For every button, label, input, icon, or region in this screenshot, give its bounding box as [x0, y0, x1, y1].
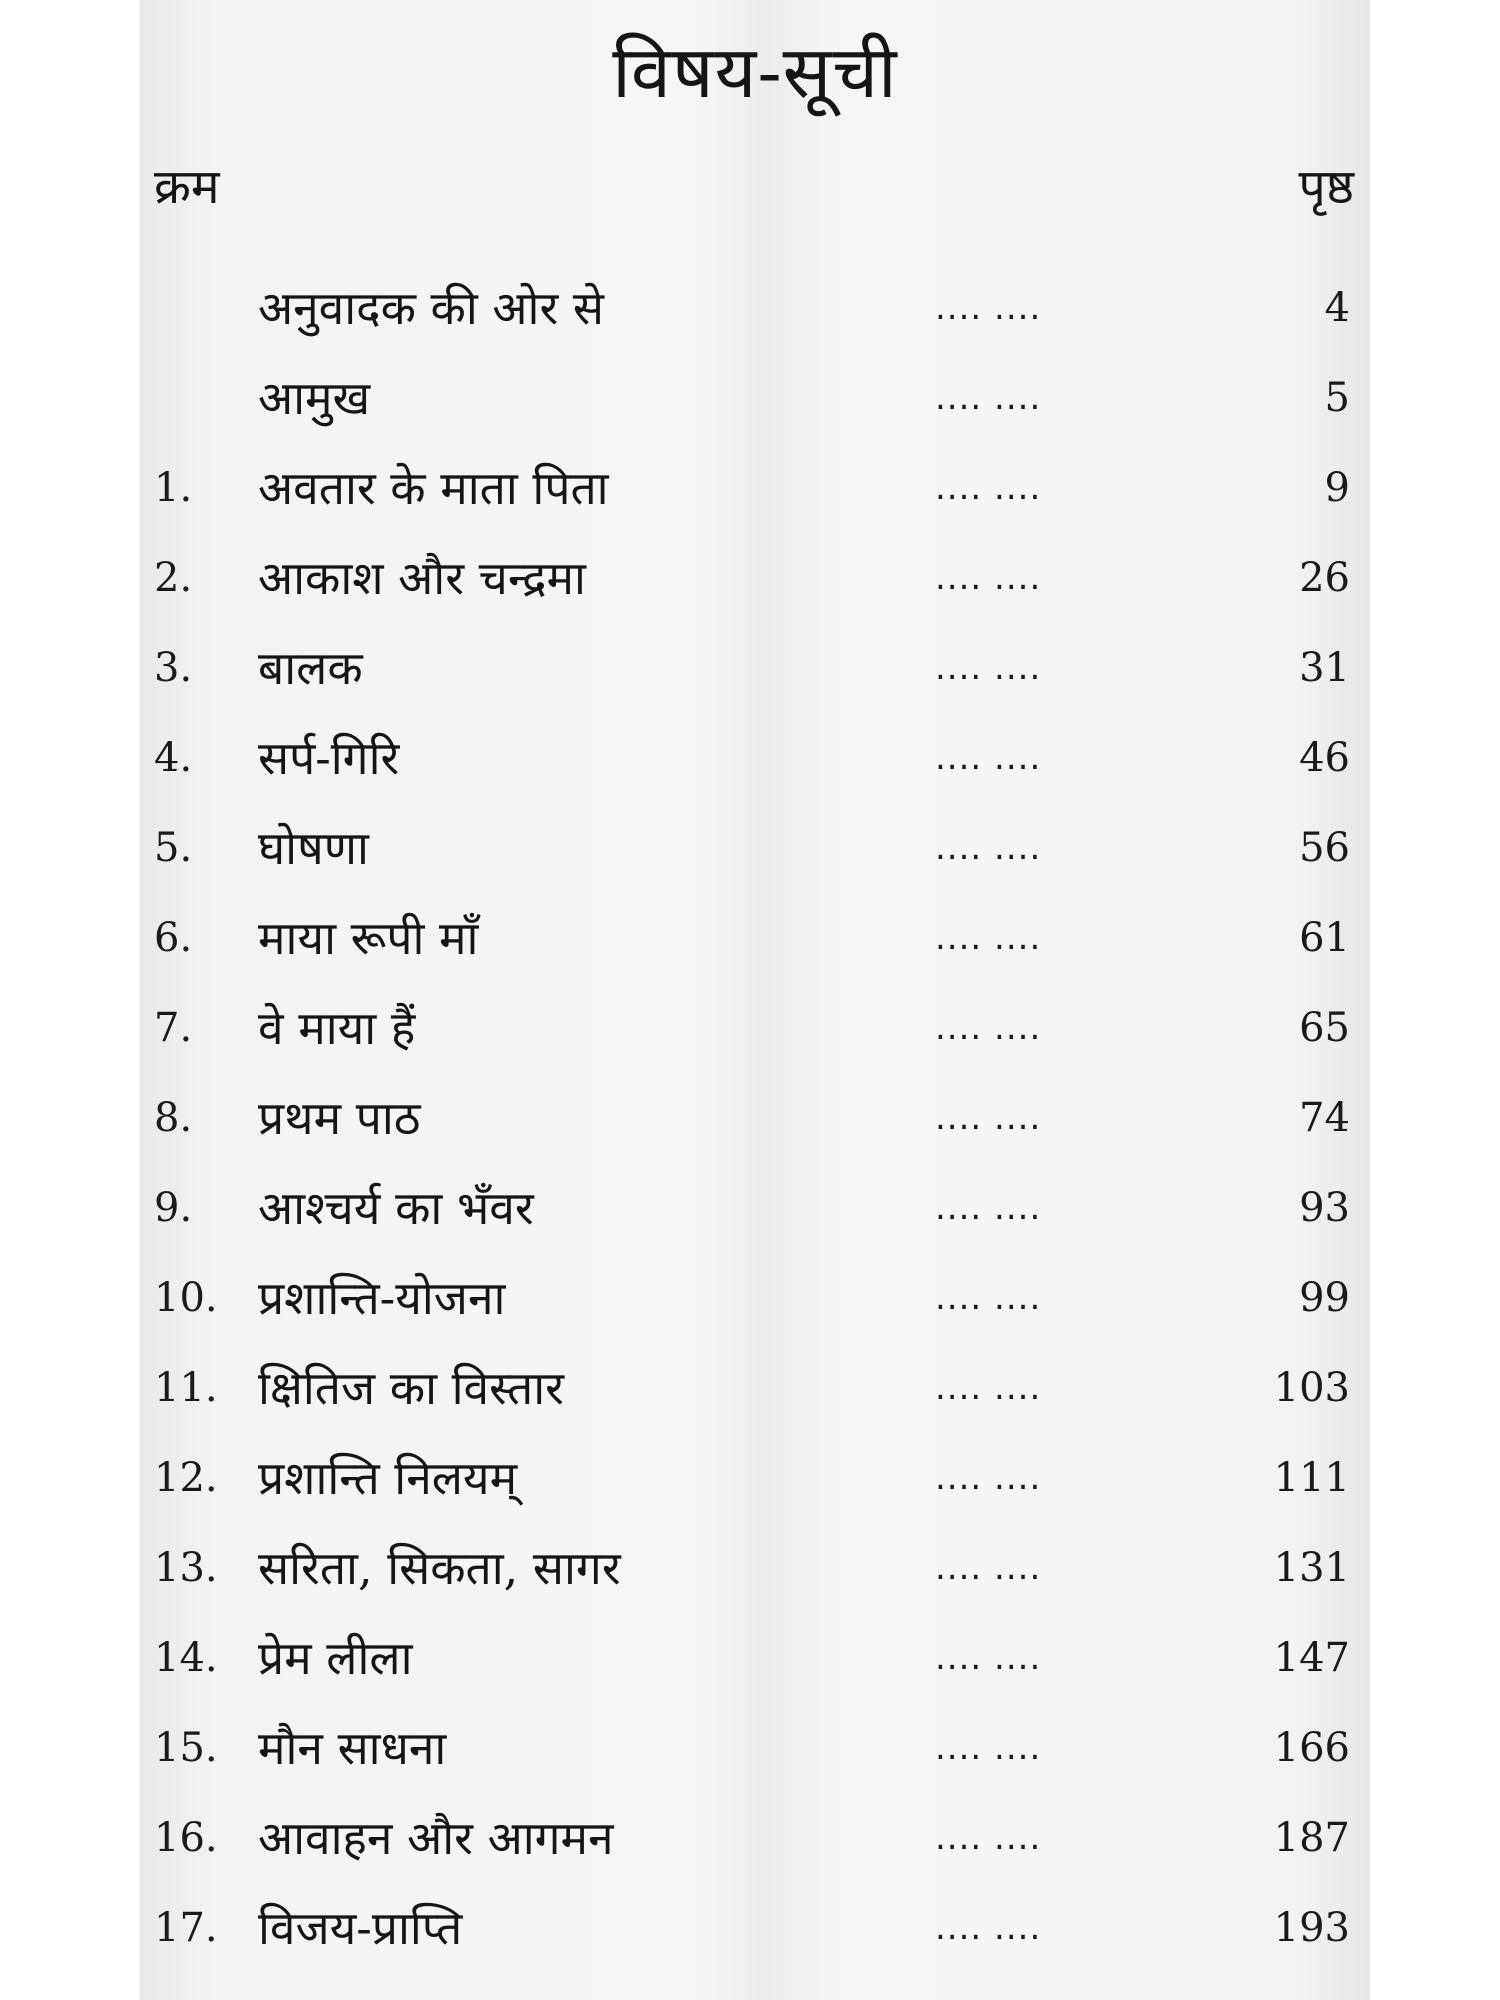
dot-leader: .... ....: [935, 558, 1042, 598]
toc-row-chapter-1: [140, 448, 1370, 538]
toc-page: 46: [1299, 735, 1350, 781]
toc-page: 99: [1299, 1275, 1350, 1321]
toc-row-chapter-10: [140, 1258, 1370, 1348]
toc-number: 4.: [154, 735, 193, 781]
dot-leader: .... ....: [935, 288, 1042, 328]
dot-leader: .... ....: [935, 1098, 1042, 1138]
toc-number: 12.: [154, 1455, 218, 1501]
dot-leader: .... ....: [935, 1008, 1042, 1048]
toc-row-chapter-5: [140, 808, 1370, 898]
toc-title: माया रूपी माँ: [258, 911, 479, 965]
toc-title: वे माया हैं: [258, 1001, 416, 1055]
toc-number: 11.: [154, 1365, 218, 1411]
toc-number: 14.: [154, 1635, 218, 1681]
toc-page: 131: [1273, 1545, 1350, 1591]
book-page: [140, 0, 1370, 2000]
toc-number: 5.: [154, 825, 193, 871]
toc-number: 16.: [154, 1815, 218, 1861]
toc-row-chapter-6: [140, 898, 1370, 988]
toc-title: मौन साधना: [258, 1721, 447, 1775]
toc-page: 9: [1324, 465, 1350, 511]
toc-row-chapter-11: [140, 1348, 1370, 1438]
dot-leader: .... ....: [935, 1188, 1042, 1228]
toc-page: 26: [1299, 555, 1350, 601]
toc-row-chapter-2: [140, 538, 1370, 628]
toc-page: 4: [1324, 285, 1350, 331]
toc-page: 93: [1299, 1185, 1350, 1231]
dot-leader: .... ....: [935, 1458, 1042, 1498]
dot-leader: .... ....: [935, 648, 1042, 688]
toc-title: प्रशान्ति-योजना: [258, 1271, 506, 1325]
toc-page: 5: [1324, 375, 1350, 421]
toc-row-chapter-4: [140, 718, 1370, 808]
dot-leader: .... ....: [935, 738, 1042, 778]
toc-title: विजय-प्राप्ति: [258, 1901, 463, 1955]
table-of-contents: [140, 268, 1370, 1978]
toc-row-translator-note: [140, 268, 1370, 358]
toc-number: 2.: [154, 555, 193, 601]
dot-leader: .... ....: [935, 468, 1042, 508]
toc-row-chapter-13: [140, 1528, 1370, 1618]
toc-title: प्रथम पाठ: [258, 1091, 421, 1145]
toc-page: 103: [1273, 1365, 1350, 1411]
toc-title: घोषणा: [258, 821, 369, 875]
toc-row-chapter-8: [140, 1078, 1370, 1168]
dot-leader: .... ....: [935, 828, 1042, 868]
dot-leader: .... ....: [935, 1818, 1042, 1858]
toc-title: आश्चर्य का भँवर: [258, 1181, 534, 1235]
toc-number: 1.: [154, 465, 193, 511]
dot-leader: .... ....: [935, 1548, 1042, 1588]
toc-row-chapter-7: [140, 988, 1370, 1078]
toc-page: 193: [1273, 1905, 1350, 1951]
toc-row-chapter-14: [140, 1618, 1370, 1708]
toc-page: 166: [1273, 1725, 1350, 1771]
dot-leader: .... ....: [935, 1278, 1042, 1318]
toc-row-foreword: [140, 358, 1370, 448]
toc-number: 17.: [154, 1905, 218, 1951]
dot-leader: .... ....: [935, 1908, 1042, 1948]
dot-leader: .... ....: [935, 1638, 1042, 1678]
toc-row-chapter-17: [140, 1888, 1370, 1978]
toc-page: 65: [1299, 1005, 1350, 1051]
toc-page: 31: [1299, 645, 1350, 691]
page-column-header: पृष्ठ: [1298, 159, 1354, 215]
toc-title: आकाश और चन्द्रमा: [258, 551, 586, 605]
toc-row-chapter-12: [140, 1438, 1370, 1528]
toc-row-chapter-15: [140, 1708, 1370, 1798]
toc-title: अवतार के माता पिता: [258, 461, 609, 515]
dot-leader: .... ....: [935, 378, 1042, 418]
toc-page: 56: [1299, 825, 1350, 871]
toc-number: 15.: [154, 1725, 218, 1771]
toc-title: सरिता, सिकता, सागर: [258, 1541, 621, 1595]
dot-leader: .... ....: [935, 1368, 1042, 1408]
serial-column-header: क्रम: [154, 159, 220, 215]
toc-page: 111: [1273, 1455, 1350, 1501]
toc-row-chapter-16: [140, 1798, 1370, 1888]
toc-title: प्रशान्ति निलयम्: [258, 1451, 518, 1505]
toc-title: आवाहन और आगमन: [258, 1811, 614, 1865]
toc-page: 187: [1273, 1815, 1350, 1861]
toc-number: 6.: [154, 915, 193, 961]
toc-title: सर्प-गिरि: [258, 731, 400, 785]
toc-title: अनुवादक की ओर से: [258, 281, 604, 335]
toc-number: 13.: [154, 1545, 218, 1591]
dot-leader: .... ....: [935, 918, 1042, 958]
toc-row-chapter-9: [140, 1168, 1370, 1258]
toc-number: 10.: [154, 1275, 218, 1321]
toc-page: 61: [1299, 915, 1350, 961]
toc-title: प्रेम लीला: [258, 1631, 413, 1685]
toc-number: 7.: [154, 1005, 193, 1051]
toc-number: 3.: [154, 645, 193, 691]
toc-number: 8.: [154, 1095, 193, 1141]
toc-number: 9.: [154, 1185, 193, 1231]
toc-title: क्षितिज का विस्तार: [258, 1361, 564, 1415]
page-title: विषय-सूची: [612, 30, 898, 114]
toc-row-chapter-3: [140, 628, 1370, 718]
dot-leader: .... ....: [935, 1728, 1042, 1768]
toc-page: 147: [1273, 1635, 1350, 1681]
toc-title: आमुख: [258, 371, 371, 425]
toc-page: 74: [1299, 1095, 1350, 1141]
toc-title: बालक: [258, 641, 363, 695]
